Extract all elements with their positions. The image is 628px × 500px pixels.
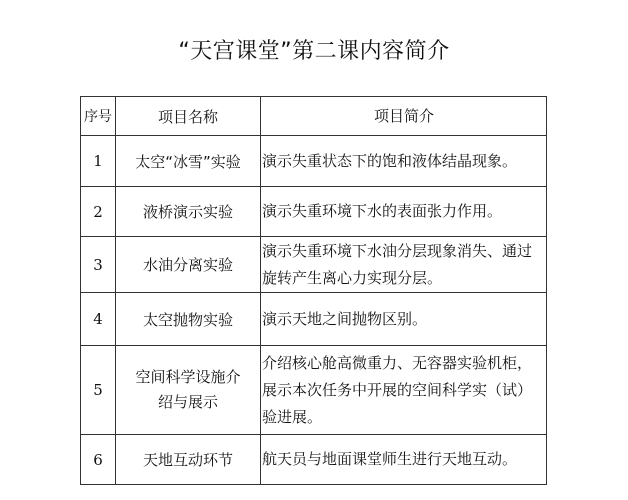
row-no: 5: [81, 346, 116, 435]
header-name: 项目名称: [116, 97, 261, 136]
row-name: 水油分离实验: [116, 237, 261, 293]
row-desc: 介绍核心舱高微重力、无容器实验机柜，展示本次任务中开展的空间科学实（试）验进展。: [261, 346, 547, 435]
row-no: 1: [81, 136, 116, 187]
table-row: [81, 293, 547, 346]
row-name: 天地互动环节: [116, 435, 261, 485]
row-no: 3: [81, 237, 116, 293]
table-row: [81, 237, 547, 293]
content-table: [80, 96, 547, 485]
row-no: 4: [81, 293, 116, 346]
table-row: [81, 136, 547, 187]
row-desc: 演示失重环境下水的表面张力作用。: [261, 187, 547, 237]
table-header: [81, 97, 547, 136]
document-title: “天宫课堂”第二课内容简介: [178, 39, 450, 64]
row-desc: 航天员与地面课堂师生进行天地互动。: [261, 435, 547, 485]
row-desc: 演示失重环境下水油分层现象消失、通过旋转产生离心力实现分层。: [261, 237, 547, 293]
row-desc: 演示天地之间抛物区别。: [261, 293, 547, 346]
row-name: 太空“冰雪”实验: [116, 136, 261, 187]
row-name: 液桥演示实验: [116, 187, 261, 237]
table-row: [81, 346, 547, 435]
table-row: [81, 435, 547, 485]
table-row: [81, 187, 547, 237]
header-no: 序号: [81, 97, 116, 136]
row-name: 太空抛物实验: [116, 293, 261, 346]
row-no: 2: [81, 187, 116, 237]
row-name: 空间科学设施介绍与展示: [116, 346, 261, 435]
header-desc: 项目简介: [261, 97, 547, 136]
row-desc: 演示失重状态下的饱和液体结晶现象。: [261, 136, 547, 187]
row-no: 6: [81, 435, 116, 485]
